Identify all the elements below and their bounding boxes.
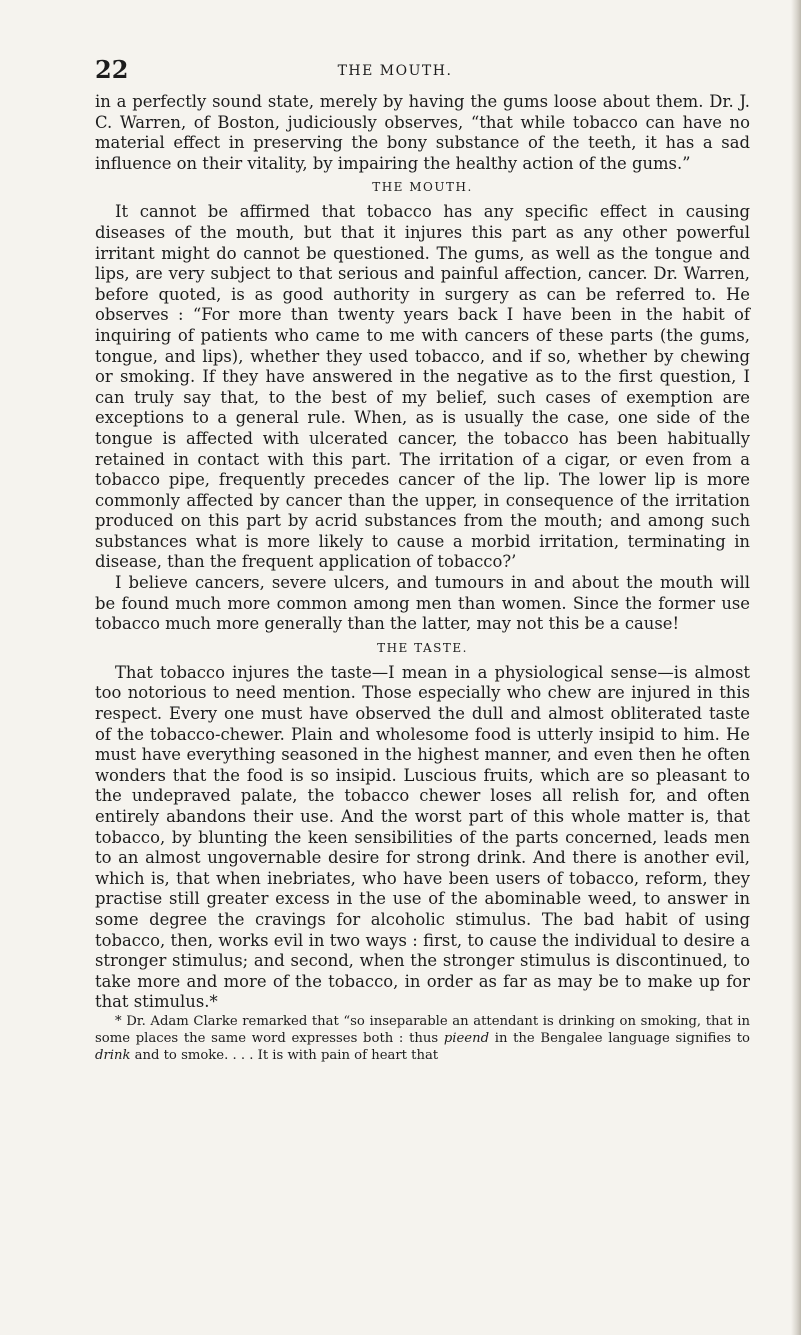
footnote-lead: * Dr. Adam Clarke remarked that “so inseparable an attendant is drinking on smoking, that in some places the same word expresses both : thus (95, 1013, 750, 1046)
page-edge-shadow (791, 0, 801, 1335)
paragraph-mouth-cancer: It cannot be affirmed that tobacco has any specific effect in causing diseases of the mouth, but that it injures this part as any other powerful irritant might do cannot be questioned. The gums, as well as the tongue and lips, are very subject to that serious and painful affection, cancer. Dr. Warren, before quoted, is as good authority in surgery as can be referred to. He observes : “For more than twenty years back I have been in the habit of inquiring of patients who came to me with cancers of these parts (the gums, tongue, and lips), whether they used tobacco, and if so, whether by chewing or smoking. If they have answered in the negative as to the first question, I can truly say that, to the best of my belief, such cases of exemption are exceptions to a general rule. When, as is usually the case, one side of the tongue is affected with ulcerated cancer, the tobacco has been habitually retained in contact with this part. The irritation of a cigar, or even from a tobacco pipe, frequently precedes cancer of the lip. The lower lip is more commonly affected by cancer than the upper, in consequence of the irritation produced on this part by acrid substances from the mouth; and among such substances what is more likely to cause a morbid irritation, terminating in disease, than the frequent application of tobacco?’ (95, 202, 750, 572)
footnote (95, 1013, 750, 1064)
page-header (95, 55, 695, 85)
paragraph-continued: in a perfectly sound state, merely by having the gums loose about them. Dr. J. C. Warren, of Boston, judiciously observes, “that while tobacco can have no material effect in preserving the bony substance of the teeth, it has a sad influence on their vitality, by impairing the healthy action of the gums.” (95, 92, 750, 173)
footnote-italic-word: pieend (443, 1030, 490, 1046)
footnote-middle: in the Bengalee language signifies to (489, 1030, 750, 1046)
section-heading-mouth: THE MOUTH. (372, 180, 473, 195)
footnote-italic-drink: drink (95, 1047, 131, 1063)
paragraph-cancer-men-women: I believe cancers, severe ulcers, and tumours in and about the mouth will be found much more common among men than women. Since the former use tobacco much more generally than the latter, may not this be a cause! (95, 573, 750, 634)
paragraph-taste: That tobacco injures the taste—I mean in a physiological sense—is almost too notorious to need mention. Those especially who chew are injured in this respect. Every one must have observed the dull and almost obliterated taste of the tobacco-chewer. Plain and wholesome food is utterly insipid to him. He must have everything seasoned in the highest manner, and even then he often wonders that the food is so insipid. Luscious fruits, which are so pleasant to the undepraved palate, the tobacco chewer loses all relish for, and often entirely abandons their use. And the worst part of this whole matter is, that tobacco, by blunting the keen sensibilities of the parts concerned, leads men to an almost ungovernable desire for strong drink. And there is another evil, which is, that when inebriates, who have been users of tobacco, reform, they practise still greater excess in the use of the abominable weed, to answer in some degree the cravings for alcoholic stimulus. The bad habit of using tobacco, then, works evil in two ways : first, to cause the individual to desire a stronger stimulus; and second, when the stronger stimulus is discontinued, to take more and more of the tobacco, in order as far as may be to make up for that stimulus.* (95, 662, 750, 1012)
page-number: 22 (95, 55, 129, 84)
body-text (95, 92, 750, 1064)
footnote-tail: and to smoke. . . . It is with pain of heart that (130, 1047, 439, 1063)
running-head: THE MOUTH. (337, 63, 453, 79)
section-heading-taste: THE TASTE. (377, 640, 468, 655)
